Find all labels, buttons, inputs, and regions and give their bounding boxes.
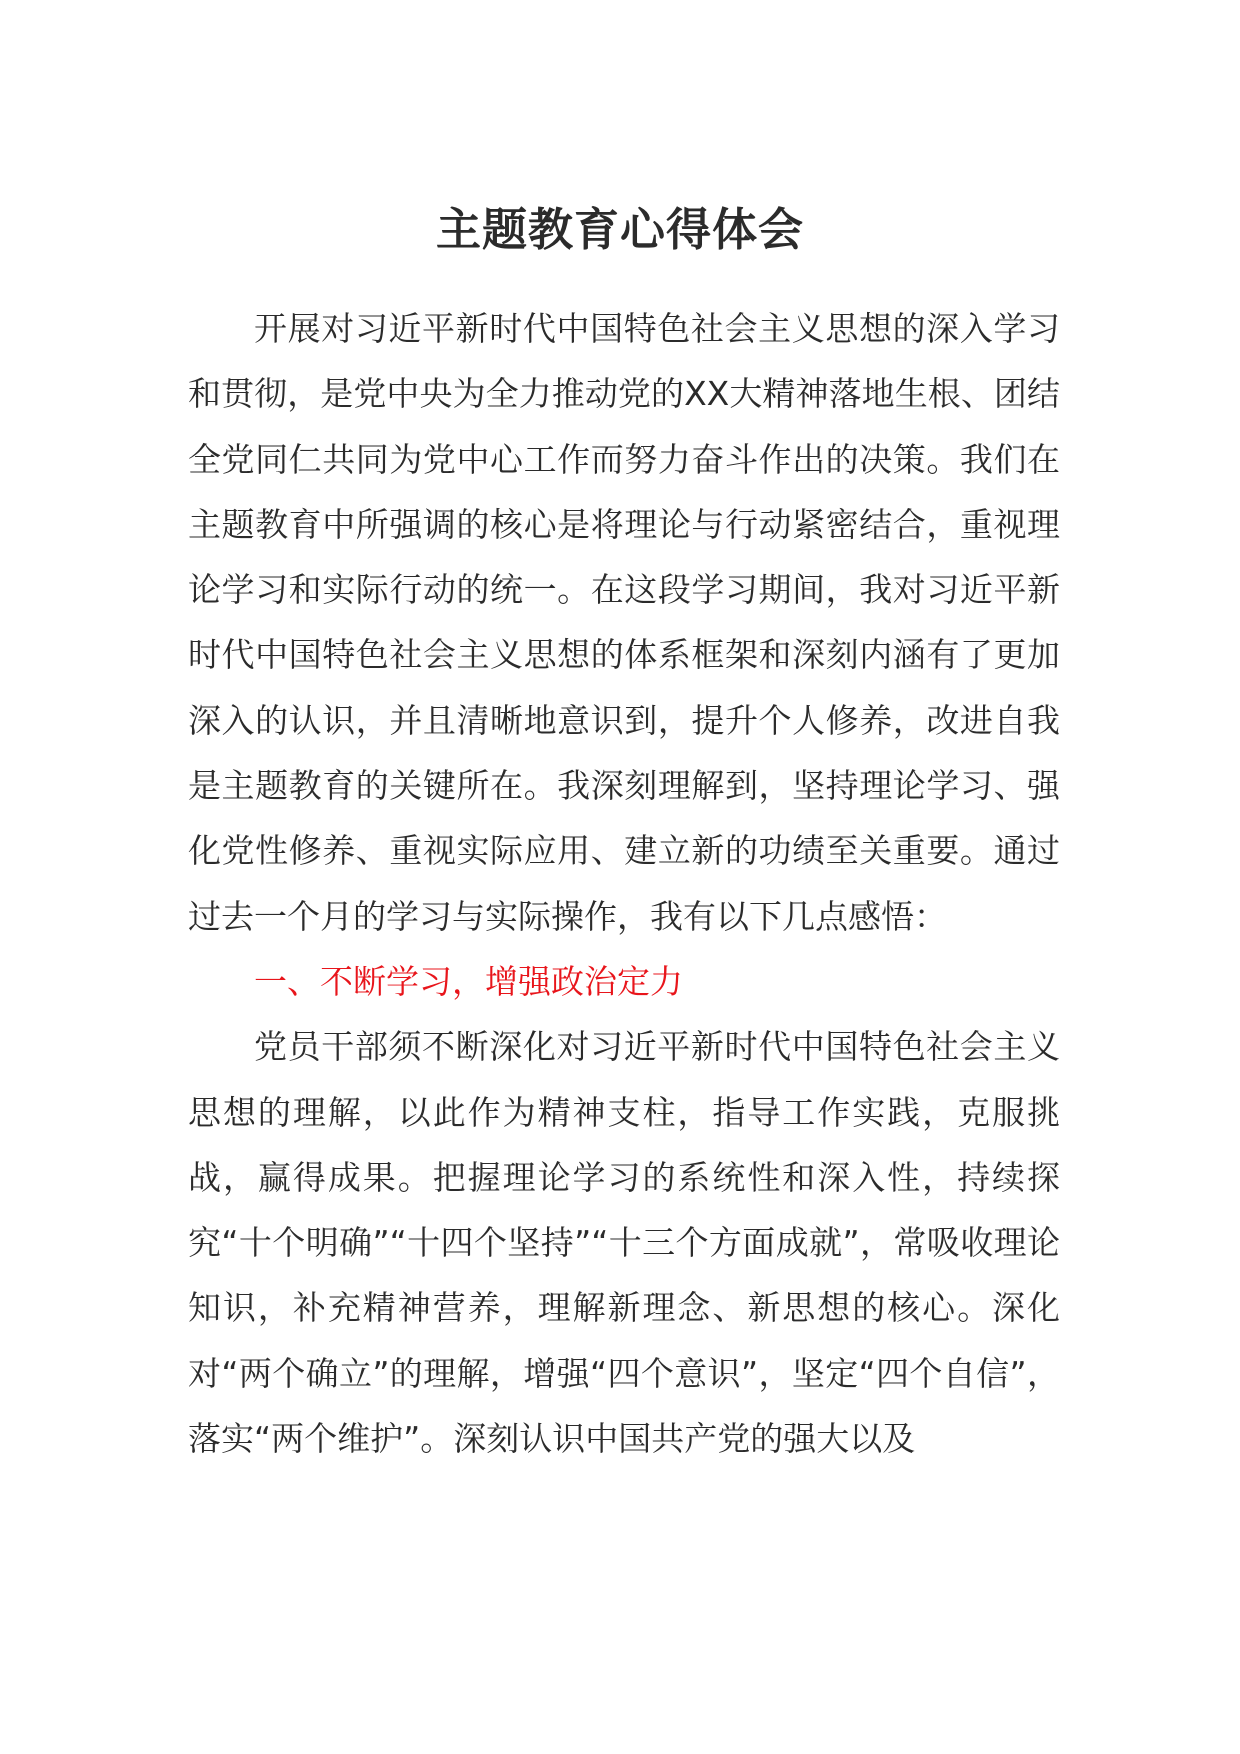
document-title: 主题教育心得体会 bbox=[435, 203, 804, 256]
paragraph-section-1: 党员干部须不断深化对习近平新时代中国特色社会主义思想的理解，以此作为精神支柱，指导工作实践，克服挑战，赢得成果。把握理论学习的系统性和深入性，持续探究“十个明确”“十四个坚持”“十三个方面成就”，常吸收理论知识，补充精神营养，理解新理念、新思想的核心。深化对“两个确立”的理解，增强“四个意识”，坚定“四个自信”，落实“两个维护”。深刻认识中国共产党的强大以及 bbox=[188, 1027, 1060, 1459]
document-body bbox=[188, 296, 1060, 1471]
section-heading-1: 一、不断学习，增强政治定力 bbox=[254, 961, 683, 1001]
paragraph-intro: 开展对习近平新时代中国特色社会主义思想的深入学习和贯彻，是党中央为全力推动党的XX大精神落地生根、团结全党同仁共同为党中心工作而努力奋斗作出的决策。我们在主题教育中所强调的核心是将理论与行动紧密结合，重视理论学习和实际行动的统一。在这段学习期间，我对习近平新时代中国特色社会主义思想的体系框架和深刻内涵有了更加深入的认识，并且清晰地意识到，提升个人修养，改进自我是主题教育的关键所在。我深刻理解到，坚持理论学习、强化党性修养、重视实际应用、建立新的功绩至关重要。通过过去一个月的学习与实际操作，我有以下几点感悟： bbox=[188, 309, 1060, 936]
